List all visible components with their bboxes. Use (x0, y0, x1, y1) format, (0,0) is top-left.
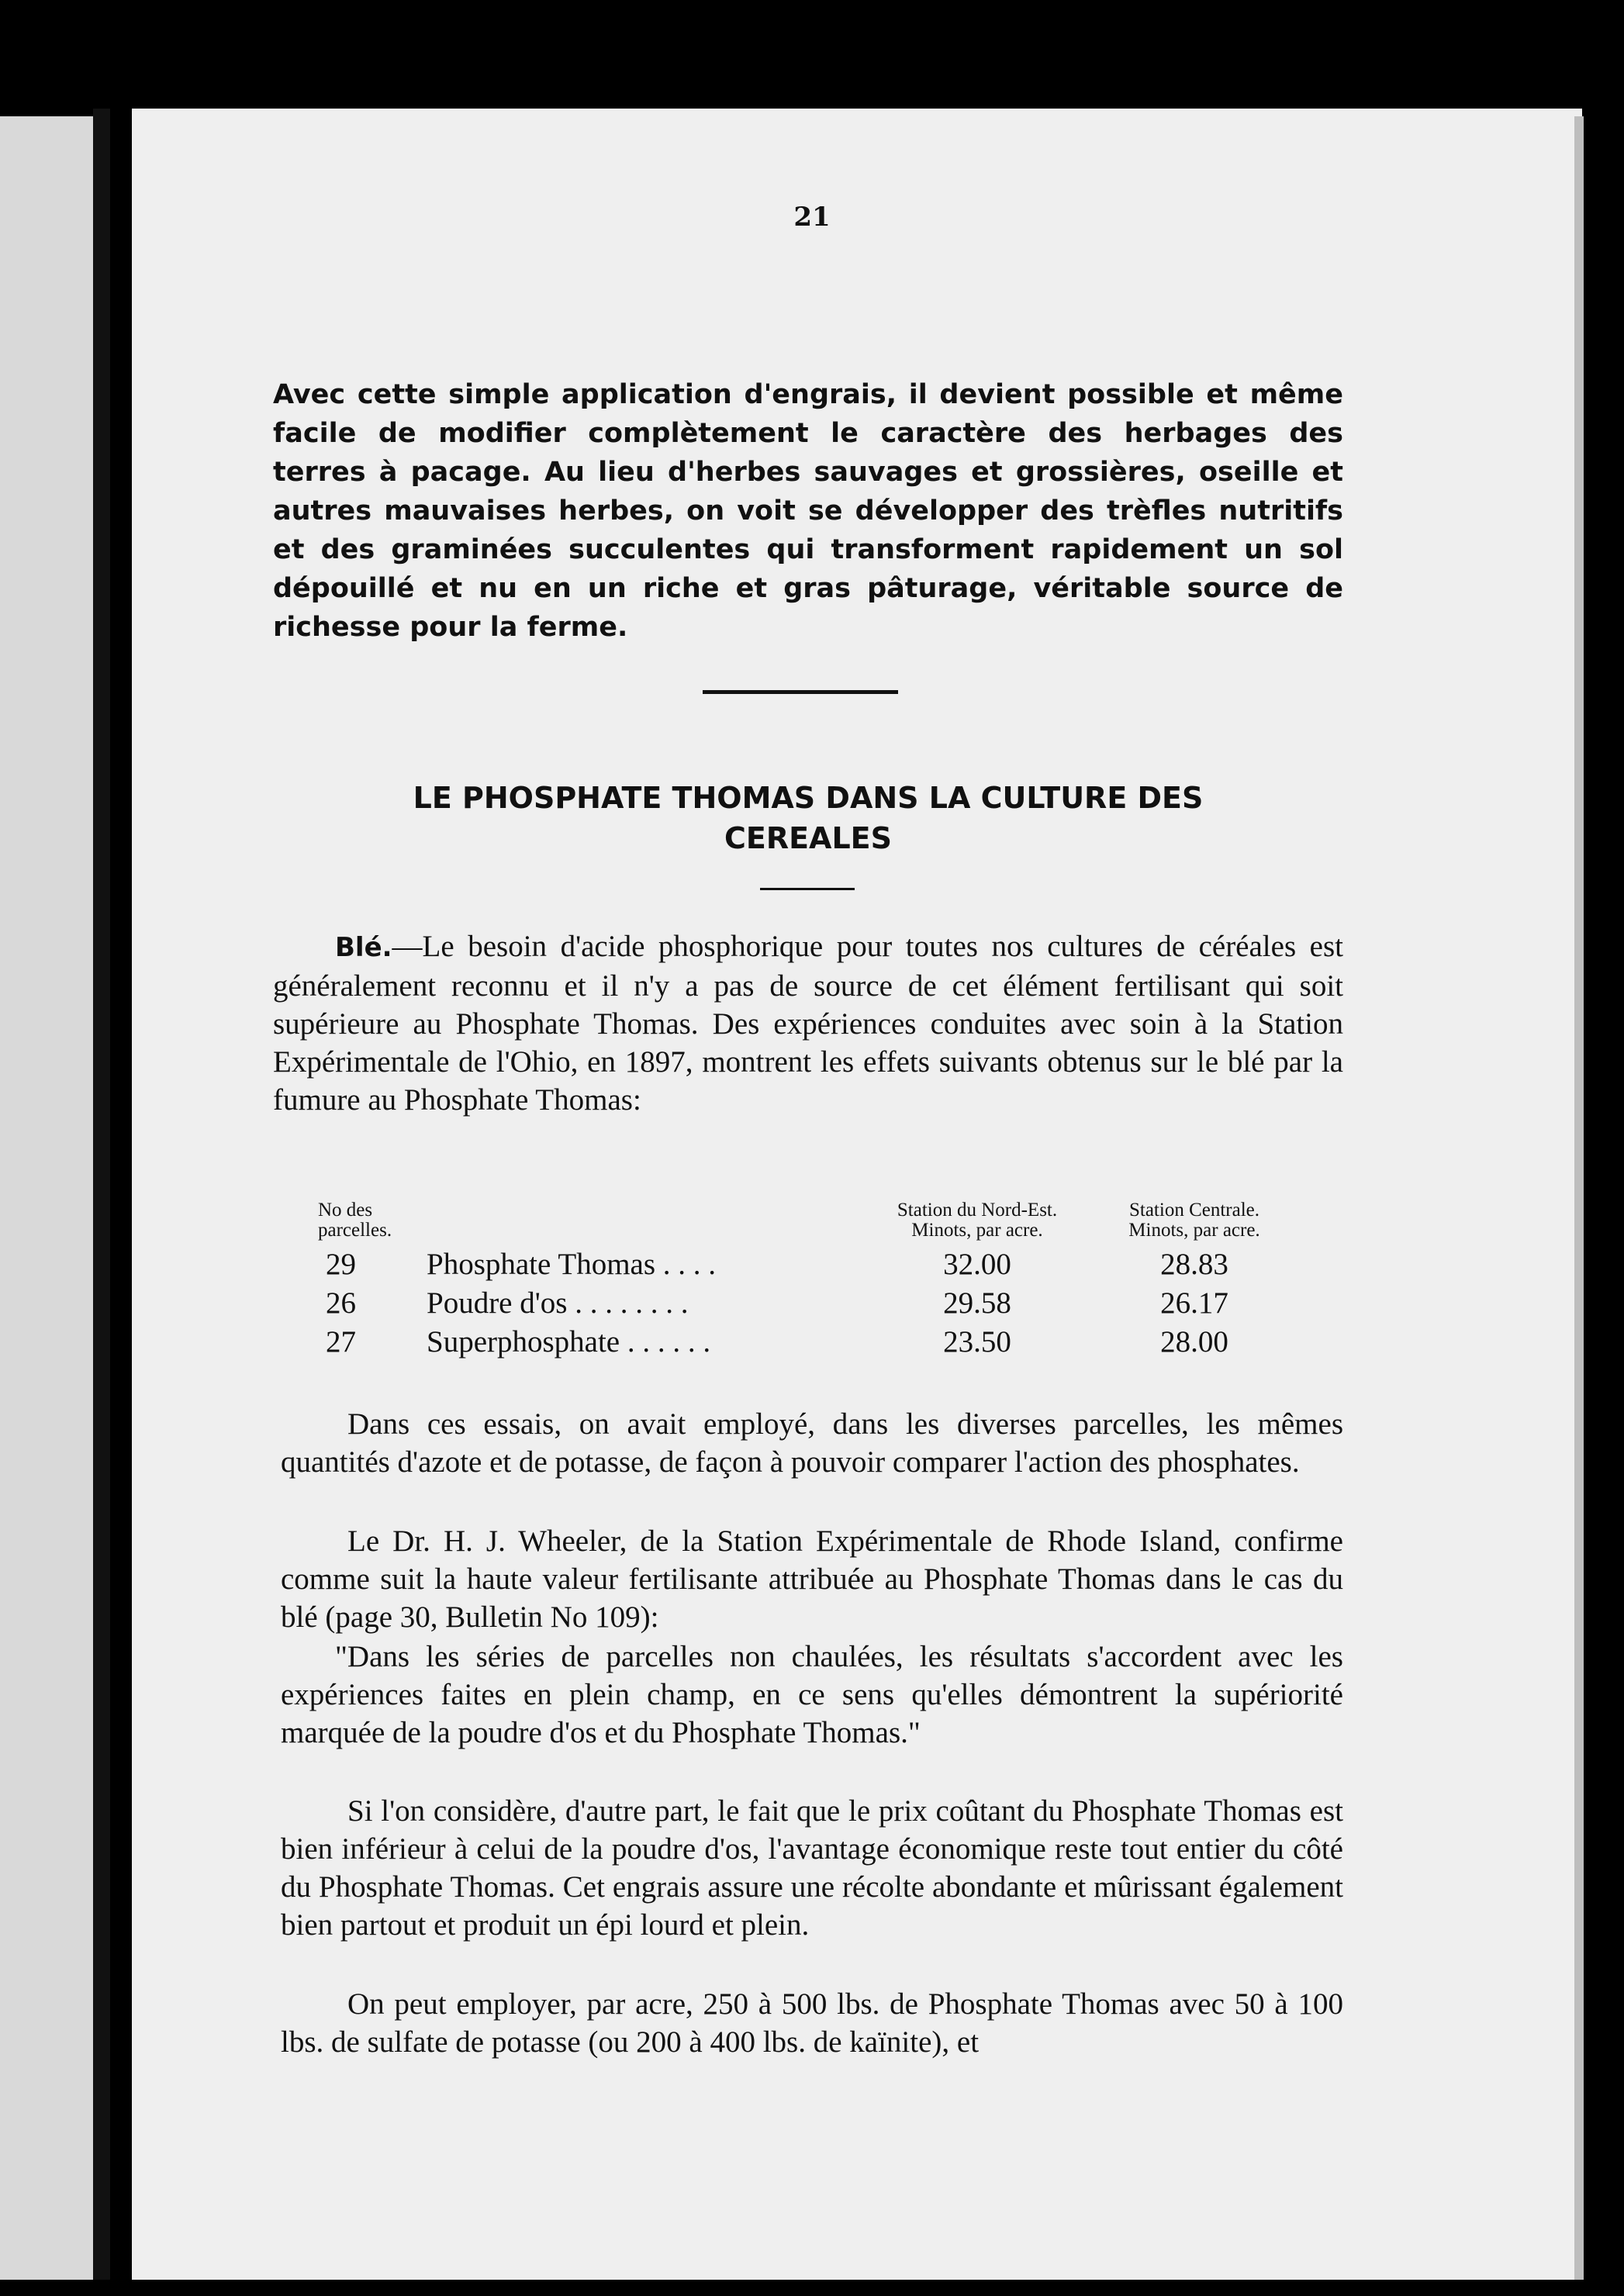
cell-parcel: 29 (326, 1248, 356, 1281)
header-central: Station Centrale. Minots, par acre. (1128, 1200, 1260, 1241)
ble-lead: Blé. (335, 932, 392, 963)
cell-north-east: 23.50 (943, 1325, 1011, 1359)
page-number: 21 (793, 202, 831, 233)
scan-binding-edge (93, 109, 110, 2280)
scan-right-edge (1574, 116, 1584, 2280)
cell-treatment: Phosphate Thomas . . . . (427, 1248, 717, 1281)
cell-treatment: Poudre d'os . . . . . . . . (427, 1286, 689, 1320)
cell-parcel: 26 (326, 1286, 356, 1320)
header-treatment (427, 1200, 861, 1245)
cell-central: 28.83 (1160, 1248, 1228, 1281)
cell-north-east: 29.58 (943, 1286, 1011, 1320)
essais-paragraph: Dans ces essais, on avait employé, dans les diverses parcelles, les mêmes quantités d'azote et de potasse, de façon à pouvoir comparer l'action des phosphates. (281, 1407, 1343, 1479)
cell-treatment: Superphosphate . . . . . . (427, 1325, 711, 1359)
header-north-east: Station du Nord-Est. Minots, par acre. (897, 1200, 1058, 1241)
quote-paragraph: "Dans les séries de parcelles non chaulées, les résultats s'accordent avec les expériences faites en plein champ, en ce sens qu'elles démontrent la supériorité marquée de la poudre d'os et du Phosphate Thomas." (281, 1640, 1343, 1749)
section-title (273, 778, 1343, 858)
section-divider (703, 690, 898, 694)
cell-central: 26.17 (1160, 1286, 1228, 1320)
header-parcel: No des parcelles. (318, 1200, 392, 1241)
wheeler-paragraph: Le Dr. H. J. Wheeler, de la Station Expérimentale de Rhode Island, confirme comme suit la haute valeur fertilisante attribuée au Phosphate Thomas dans le cas du blé (page 30, Bulletin No 109): (281, 1524, 1343, 1634)
cell-parcel: 27 (326, 1325, 356, 1359)
cell-central: 28.00 (1160, 1325, 1228, 1359)
dosage-paragraph: On peut employer, par acre, 250 à 500 lbs. de Phosphate Thomas avec 50 à 100 lbs. de sulfate de potasse (ou 200 à 400 lbs. de kaïnite), et (281, 1987, 1343, 2059)
table-row (318, 1284, 1295, 1323)
table-row (318, 1245, 1295, 1284)
section-title-line-1: LE PHOSPHATE THOMAS DANS LA CULTURE DES (413, 781, 1204, 815)
scan-left-margin (0, 116, 95, 2280)
economique-paragraph: Si l'on considère, d'autre part, le fait que le prix coûtant du Phosphate Thomas est bien inférieur à celui de la poudre d'os, l'avantage économique reste tout entier du côté du Phosphate Thomas. Cet engrais assure une récolte abondante et mûrissant également bien partout et produit un épi lourd et plein. (281, 1794, 1343, 1942)
intro-paragraph: Avec cette simple application d'engrais, il devient possible et même facile de modifier complètement le caractère des herbages des terres à pacage. Au lieu d'herbes sauvages et grossières, oseille et autres mauvaises herbes, on voit se développer des trèfles nutritifs et des graminées succulentes qui transforment rapidement un sol dépouillé et nu en un riche et gras pâturage, véritable source de richesse pour la ferme. (273, 379, 1343, 643)
cell-north-east: 32.00 (943, 1248, 1011, 1281)
table-header-row (318, 1200, 1295, 1245)
ble-text: —Le besoin d'acide phosphorique pour toutes nos cultures de céréales est généralement reconnu et il n'y a pas de source de cet élément fertilisant qui soit supérieure au Phosphate Thomas. Des expériences conduites avec soin à la Station Expérimentale de l'Ohio, en 1897, montrent les effets suivants obtenus sur le blé par la fumure au Phosphate Thomas: (273, 930, 1343, 1117)
table-row (318, 1323, 1295, 1362)
results-table (318, 1200, 1295, 1362)
title-underline (760, 888, 855, 890)
ble-paragraph (273, 927, 1343, 1119)
section-title-line-2: CEREALES (724, 821, 892, 855)
